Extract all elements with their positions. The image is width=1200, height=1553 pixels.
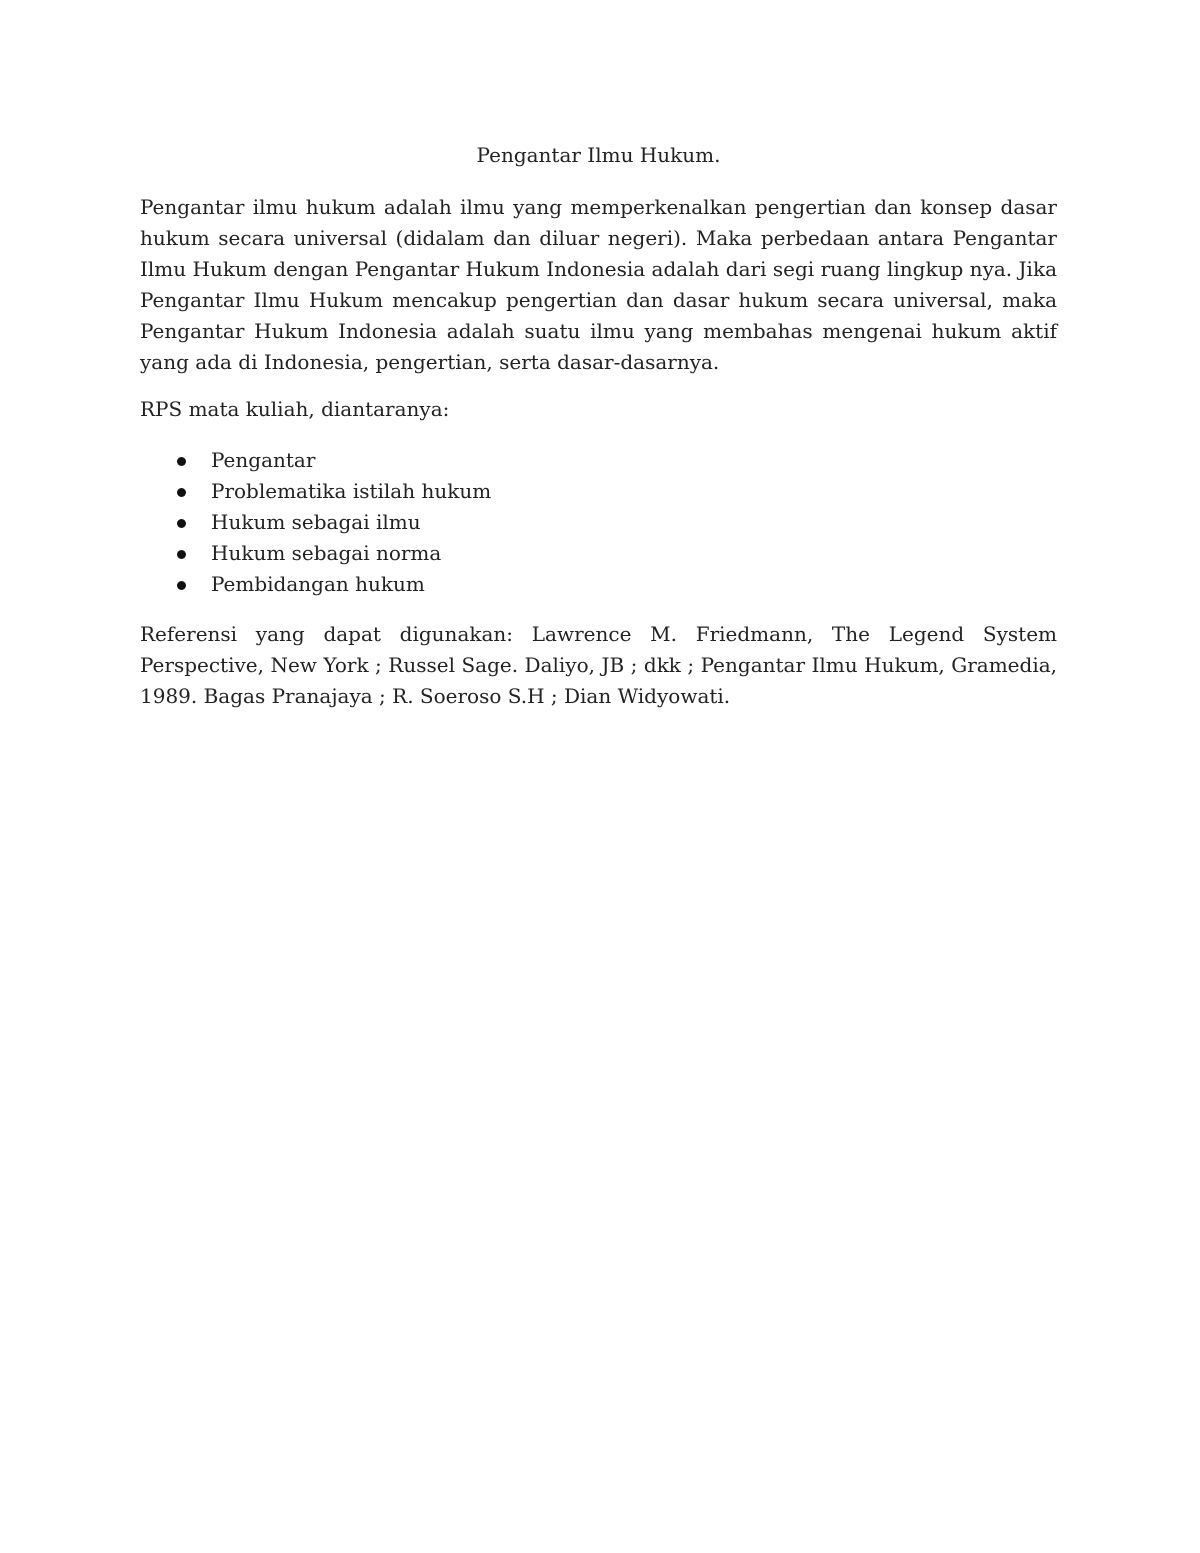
list-item-text: Hukum sebagai norma	[211, 541, 442, 565]
list-item-text: Pengantar	[211, 448, 316, 472]
list-item-text: Pembidangan hukum	[211, 572, 425, 596]
list-item	[140, 569, 1057, 600]
list-item	[140, 445, 1057, 476]
document-page	[140, 140, 1057, 728]
list-item	[140, 538, 1057, 569]
list-item-text: Problematika istilah hukum	[211, 479, 492, 503]
list-intro: RPS mata kuliah, diantaranya:	[140, 397, 450, 421]
rps-list	[140, 445, 1057, 600]
list-item	[140, 476, 1057, 507]
list-item-text: Hukum sebagai ilmu	[211, 510, 421, 534]
bullet-icon	[177, 581, 186, 590]
bullet-icon	[177, 488, 186, 497]
intro-paragraph: Pengantar ilmu hukum adalah ilmu yang memperkenalkan pengertian dan konsep dasar hukum secara universal (didalam dan diluar negeri). Maka perbedaan antara Pengantar Ilmu Hukum dengan Pengantar Hukum Indonesia adalah dari segi ruang lingkup nya. Jika Pengantar Ilmu Hukum mencakup pengertian dan dasar hukum secara universal, maka Pengantar Hukum Indonesia adalah suatu ilmu yang membahas mengenai hukum aktif yang ada di Indonesia, pengertian, serta dasar-dasarnya.	[140, 195, 1057, 374]
bullet-icon	[177, 519, 186, 528]
document-title: Pengantar Ilmu Hukum.	[476, 143, 721, 167]
list-item	[140, 507, 1057, 538]
bullet-icon	[177, 457, 186, 466]
references-paragraph: Referensi yang dapat digunakan: Lawrence M. Friedmann, The Legend System Perspective, New York ; Russel Sage. Daliyo, JB ; dkk ; Pengantar Ilmu Hukum, Gramedia, 1989. Bagas Pranajaya ; R. Soeroso S.H ; Dian Widyowati.	[140, 622, 1057, 708]
bullet-icon	[177, 550, 186, 559]
